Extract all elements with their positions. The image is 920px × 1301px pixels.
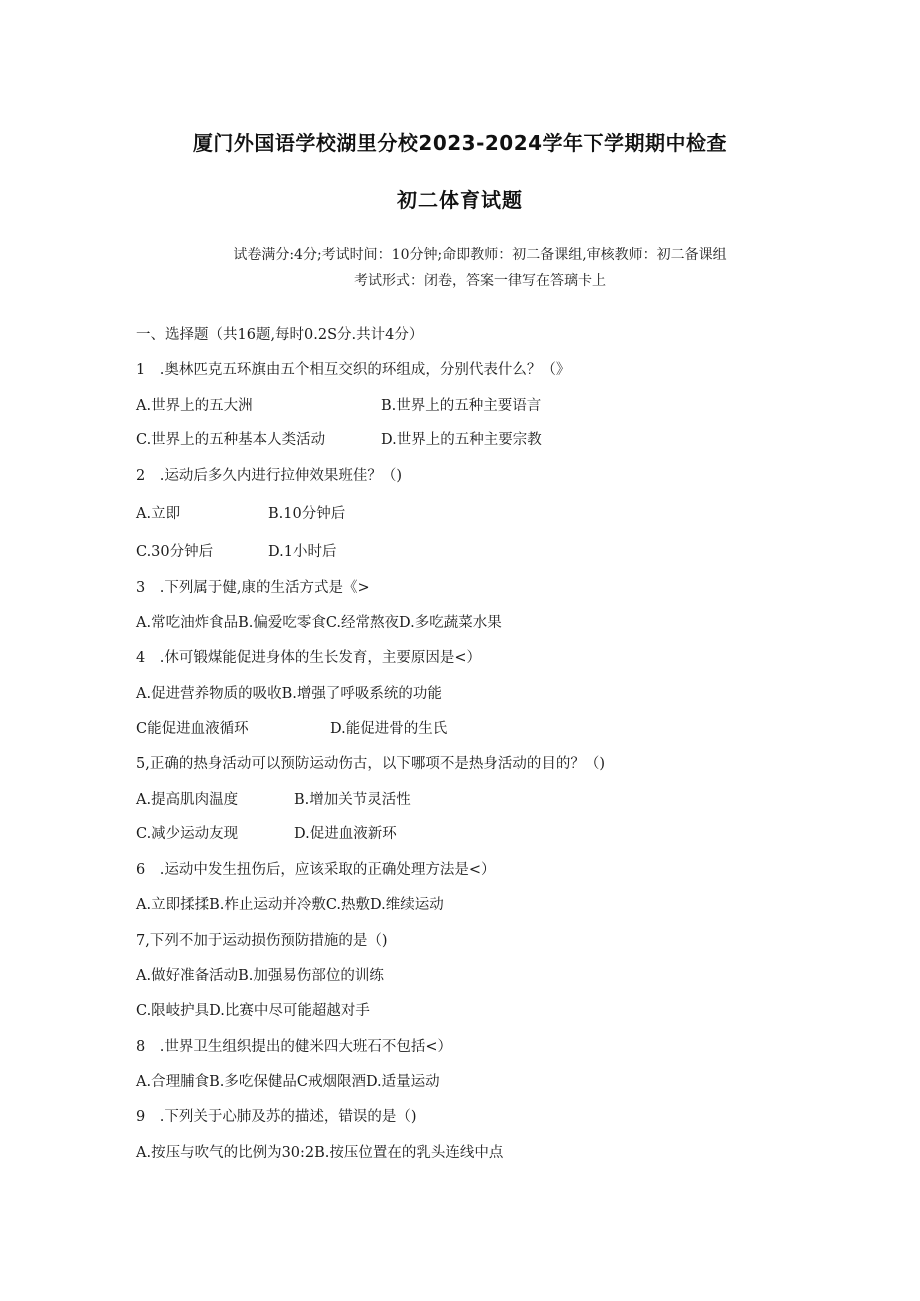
question-5-option-b: B.增加关节灵活性 — [294, 792, 411, 808]
question-2-stem: 2 .运动后多久内进行拉伸效果班佳？（) — [136, 468, 402, 484]
question-4-option-d: D.能促进骨的生氏 — [330, 721, 448, 737]
section-heading: 一、选择题（共16题,每时0.2S分.共计4分） — [136, 327, 424, 343]
question-6-options: A.立即揉揉B.柞止运动并冷敷C.热敷D.维续运动 — [136, 897, 444, 913]
question-3-options: A.常吃油炸食品B.偏爱吃零食C.经常熬夜D.多吃蔬菜水果 — [136, 615, 502, 631]
question-5-stem: 5,正确的热身活动可以预防运动伤古，以下哪项不是热身活动的目的？（) — [136, 756, 605, 772]
question-5-option-c: C.减少运动友现 — [136, 826, 239, 842]
question-9-stem: 9 .下列关于心肺及苏的描述，错误的是（) — [136, 1109, 417, 1125]
question-2-option-a: A.立即 — [136, 506, 181, 522]
question-8-options: A.合理脯食B.多吃保健品C戒烟限酒D.适量运动 — [136, 1074, 440, 1090]
question-1-stem: 1 .奥林匹克五环旗由五个相互交织的环组成，分别代表什么？（》 — [136, 362, 571, 378]
question-7-options-cd: C.限岐护具D.比赛中尽可能超越对手 — [136, 1003, 370, 1019]
question-7-stem: 7,下列不加于运动损伤预防措施的是（) — [136, 933, 388, 949]
question-8-stem: 8 .世界卫生组织提出的健米四大班石不包括<） — [136, 1039, 452, 1055]
question-4-stem: 4 .休可锻煤能促进身体的生长发育，主要原因是<） — [136, 650, 481, 666]
question-1-option-d: D.世界上的五种主要宗教 — [381, 432, 542, 448]
question-4-options-ab: A.促进营养物质的吸收B.增强了呼吸系统的功能 — [136, 686, 442, 702]
question-1-option-c: C.世界上的五种基本人类活动 — [136, 432, 326, 448]
question-2-option-d: D.1小时后 — [268, 544, 337, 560]
exam-info-line-2: 考试形式：闭卷，答案一律写在答璃卡上 — [354, 273, 606, 289]
question-3-stem: 3 .下列属于健,康的生活方式是《> — [136, 580, 370, 596]
question-1-option-a: A.世界上的五大洲 — [136, 398, 253, 414]
exam-title: 厦门外国语学校湖里分校2023-2024学年下学期期中检查 — [192, 131, 728, 155]
question-6-stem: 6 .运动中发生扭伤后，应该采取的正确处理方法是<） — [136, 862, 496, 878]
exam-info-line-1: 试卷满分:4分;考试时间：10分钟;命即教师：初二备课组,审核教师：初二备课组 — [233, 247, 727, 263]
exam-subtitle: 初二体育试题 — [397, 188, 523, 212]
question-7-options-ab: A.做好准备活动B.加强易伤部位的训练 — [136, 968, 384, 984]
question-9-options: A.按压与吹气的比例为30:2B.按压位置在的乳头连线中点 — [136, 1145, 504, 1161]
question-4-option-c: C能促进血液循环 — [136, 721, 249, 737]
question-2-option-b: B.10分钟后 — [268, 506, 346, 522]
question-2-option-c: C.30分钟后 — [136, 544, 214, 560]
question-5-option-a: A.提高肌肉温度 — [136, 792, 239, 808]
question-1-option-b: B.世界上的五种主要语言 — [381, 398, 542, 414]
question-5-option-d: D.促进血液新环 — [294, 826, 397, 842]
